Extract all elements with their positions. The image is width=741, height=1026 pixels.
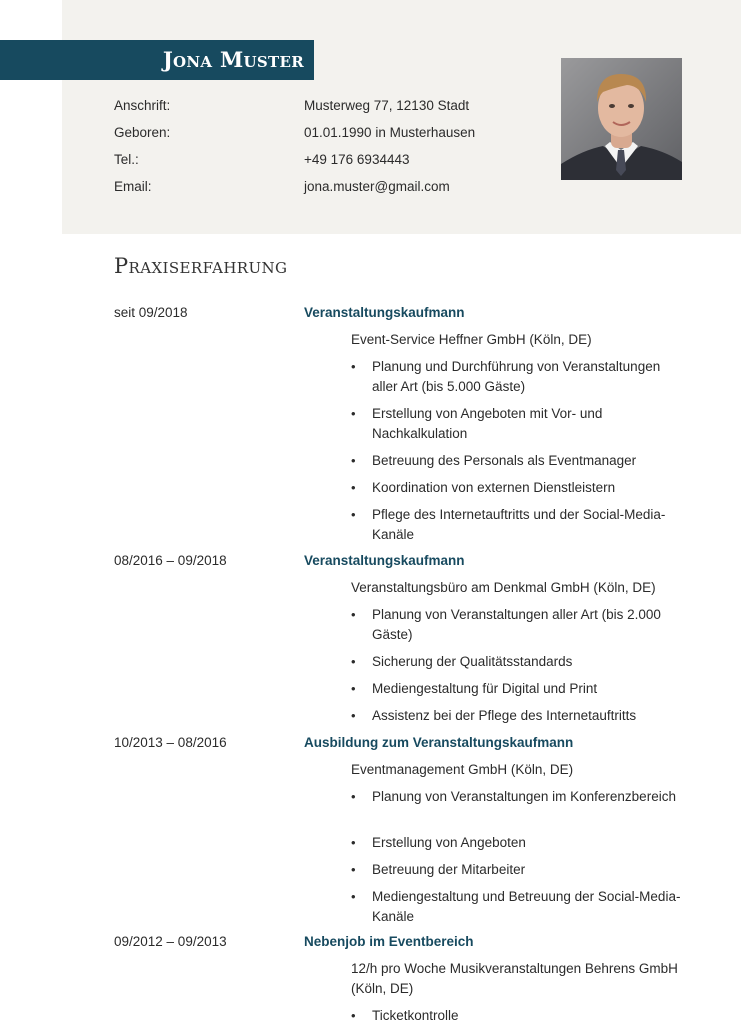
list-item-text: Koordination von externen Dienstleistern [372,480,616,495]
entry-date: 09/2012 – 09/2013 [114,934,227,949]
list-item-text: Sicherung der Qualitätsstandards [372,654,573,669]
bullet-icon: • [351,889,356,904]
applicant-name: Jona Muster [162,47,304,72]
bullet-icon: • [351,607,356,622]
bullet-icon: • [351,406,356,421]
bullet-icon: • [351,453,356,468]
job-title: Veranstaltungskaufmann [304,553,465,568]
bullet-icon: • [351,359,356,374]
company-name: Eventmanagement GmbH (Köln, DE) [351,762,574,777]
bullet-icon: • [351,681,356,696]
job-title: Nebenjob im Eventbereich [304,934,474,949]
contact-label: Email: [114,179,152,194]
company-name: Event-Service Heffner GmbH (Köln, DE) [351,332,592,347]
contact-value: 01.01.1990 in Musterhausen [304,125,476,140]
profile-photo [561,58,682,180]
bullet-icon: • [351,654,356,669]
list-item-text: Erstellung von Angeboten mit Vor- und Nachkalkulation [372,406,603,441]
company-name: Veranstaltungsbüro am Denkmal GmbH (Köln, DE) [351,580,656,595]
contact-value: +49 176 6934443 [304,152,410,167]
entry-date: seit 09/2018 [114,305,188,320]
list-item-text: Betreuung des Personals als Eventmanager [372,453,637,468]
list-item-text: Pflege des Internetauftritts und der Social-Media-Kanäle [372,507,666,542]
list-item-text: Planung von Veranstaltungen im Konferenzbereich [372,789,676,804]
list-item-text: Betreuung der Mitarbeiter [372,862,526,877]
list-item-text: Assistenz bei der Pflege des Internetauftritts [372,708,637,723]
bullet-icon: • [351,862,356,877]
company-name: 12/h pro Woche Musikveranstaltungen Behrens GmbH (Köln, DE) [351,961,678,996]
list-item-text: Mediengestaltung und Betreuung der Social-Media-Kanäle [372,889,681,924]
list-item-text: Mediengestaltung für Digital und Print [372,681,598,696]
bullet-icon: • [351,708,356,723]
list-item-text: Planung von Veranstaltungen aller Art (bis 2.000 Gäste) [372,607,661,642]
entry-date: 10/2013 – 08/2016 [114,735,227,750]
contact-value: jona.muster@gmail.com [304,179,450,194]
section-heading-experience: Praxiserfahrung [114,254,288,278]
contact-label: Geboren: [114,125,171,140]
bullet-icon: • [351,1008,356,1023]
contact-label: Tel.: [114,152,139,167]
job-title: Veranstaltungskaufmann [304,305,465,320]
contact-label: Anschrift: [114,98,171,113]
list-item-text: Erstellung von Angeboten [372,835,526,850]
bullet-icon: • [351,835,356,850]
bullet-icon: • [351,789,356,804]
bullet-icon: • [351,507,356,522]
job-title: Ausbildung zum Veranstaltungskaufmann [304,735,574,750]
list-item-text: Ticketkontrolle [372,1008,459,1023]
bullet-icon: • [351,480,356,495]
list-item-text: Planung und Durchführung von Veranstaltungen aller Art (bis 5.000 Gäste) [372,359,661,394]
contact-value: Musterweg 77, 12130 Stadt [304,98,470,113]
entry-date: 08/2016 – 09/2018 [114,553,227,568]
